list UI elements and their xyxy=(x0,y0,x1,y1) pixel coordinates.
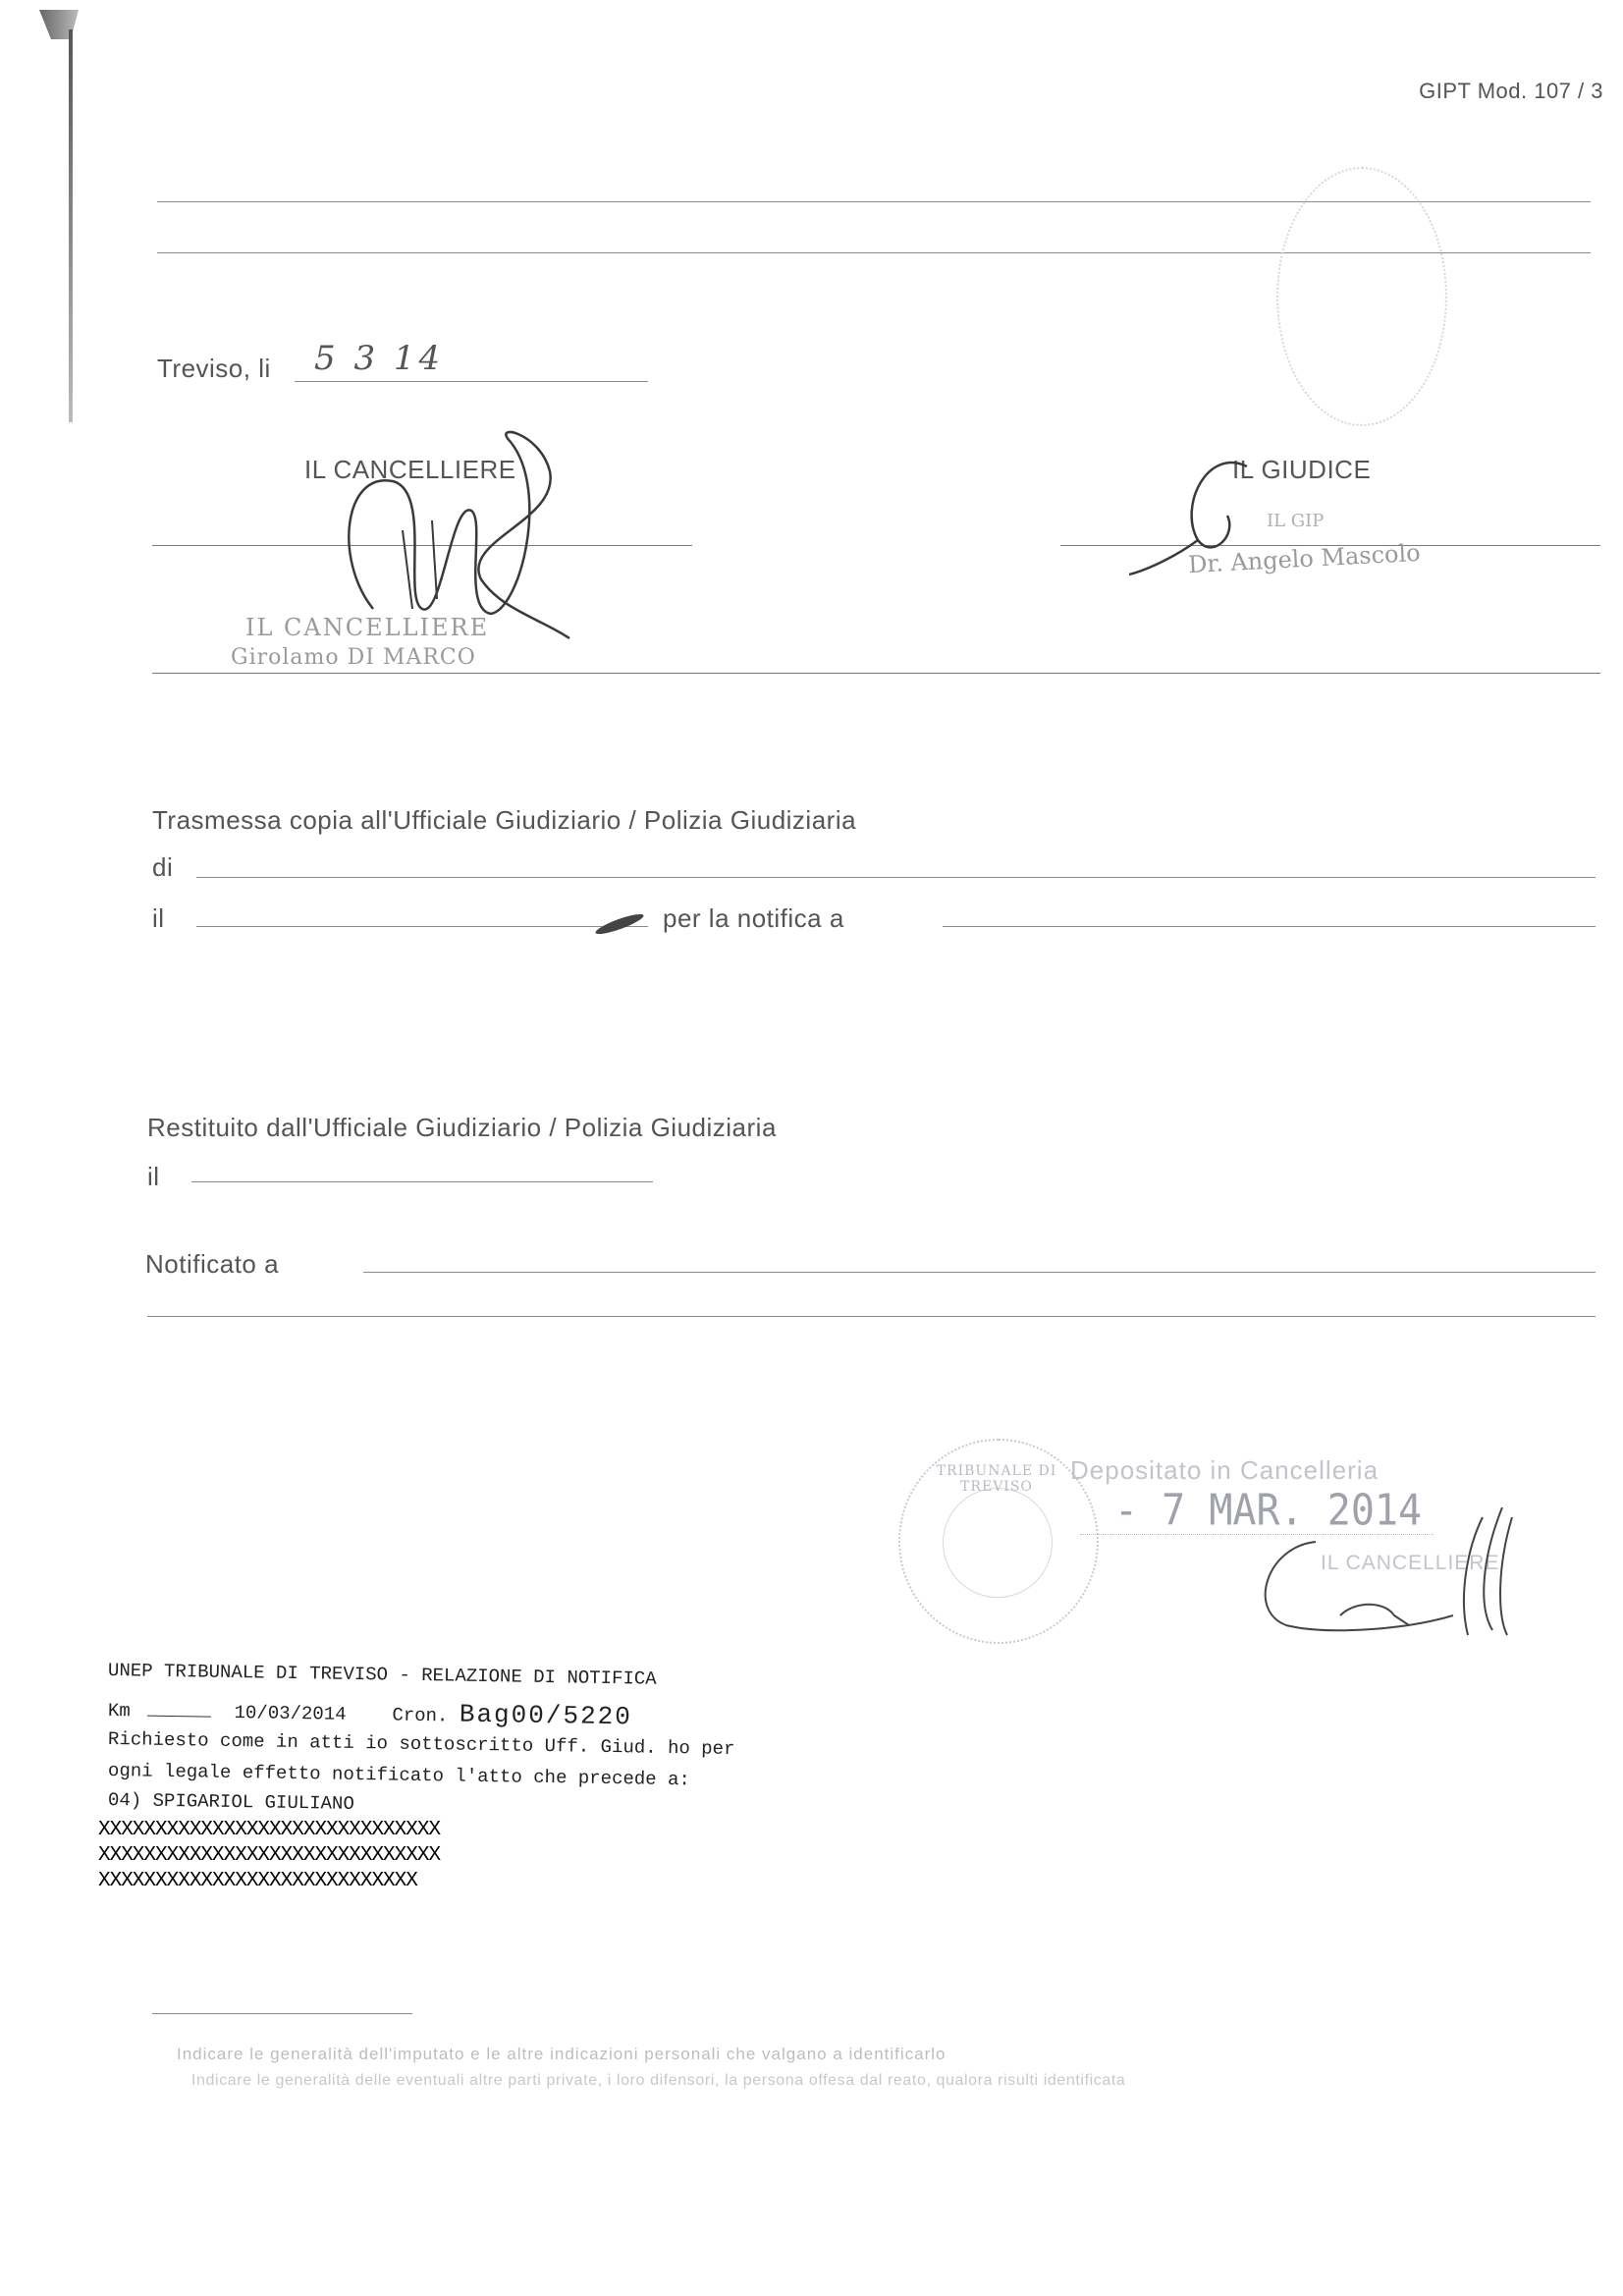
relazione-line-5: 04) SPIGARIOL GIULIANO xyxy=(107,1789,354,1815)
redacted-line-2: XXXXXXXXXXXXXXXXXXXXXXXXXXXXXX xyxy=(98,1844,441,1867)
relazione-km-blank xyxy=(147,1716,211,1718)
deposit-stamp-date: - 7 MAR. 2014 xyxy=(1114,1485,1423,1536)
scan-edge-artifact xyxy=(39,10,79,39)
section-divider xyxy=(152,673,1600,674)
redacted-line-3: XXXXXXXXXXXXXXXXXXXXXXXXXXXX xyxy=(98,1870,417,1892)
cancelliere-stamp-name: Girolamo DI MARCO xyxy=(231,645,476,670)
faint-seal-stamp xyxy=(1276,167,1447,426)
trasmessa-di-label: di xyxy=(152,852,174,882)
trasmessa-heading: Trasmessa copia all'Ufficiale Giudiziario / Polizia Giudiziaria xyxy=(152,805,857,835)
date-line xyxy=(295,381,648,382)
restituito-il-label: il xyxy=(147,1162,160,1191)
relazione-km: Km xyxy=(107,1700,131,1722)
notificato-label: Notificato a xyxy=(145,1249,280,1279)
date-handwritten: 5 3 14 xyxy=(314,339,445,378)
deposit-stamp-role: IL CANCELLIERE xyxy=(1321,1552,1500,1574)
restituito-heading: Restituito dall'Ufficiale Giudiziario / Polizia Giudiziaria xyxy=(147,1113,777,1142)
cancelliere-stamp-title: IL CANCELLIERE xyxy=(245,614,490,641)
trasmessa-il-line xyxy=(196,926,648,927)
trasmessa-notifica-line xyxy=(943,926,1596,927)
relazione-line-2 xyxy=(108,1694,632,1731)
tribunal-seal-inner xyxy=(943,1488,1053,1598)
trasmessa-notifica-label: per la notifica a xyxy=(663,903,844,933)
trasmessa-di-line xyxy=(196,877,1596,878)
relazione-date: 10/03/2014 xyxy=(234,1702,347,1725)
giudice-label: IL GIUDICE xyxy=(1232,455,1372,484)
relazione-cron-label: Cron. xyxy=(392,1704,449,1727)
notificato-line-1 xyxy=(363,1272,1596,1273)
tribunal-seal-text: TRIBUNALE DI TREVISO xyxy=(936,1463,1057,1495)
redacted-line-1: XXXXXXXXXXXXXXXXXXXXXXXXXXXXXX xyxy=(98,1819,441,1841)
footnote-2: Indicare le generalità delle eventuali altre parti private, i loro difensori, la persona offesa dal reato, qualora risulti identificata xyxy=(191,2072,1126,2089)
trasmessa-il-label: il xyxy=(152,903,165,933)
giudice-stamp-name: Dr. Angelo Mascolo xyxy=(1187,538,1422,579)
deposit-stamp-title: Depositato in Cancelleria xyxy=(1070,1455,1380,1485)
giudice-stamp-title: IL GIP xyxy=(1267,511,1325,531)
relazione-line-4: ogni legale effetto notificato l'atto che precede a: xyxy=(107,1760,691,1791)
date-label: Treviso, li xyxy=(157,354,271,383)
relazione-line-3: Richiesto come in atti io sottoscritto Uff. Giud. ho per xyxy=(107,1728,735,1761)
footnote-1: Indicare le generalità dell'imputato e le altre indicazioni personali che valgano a identificarlo xyxy=(177,2045,947,2063)
deposit-signature xyxy=(1247,1507,1561,1645)
form-code: GIPT Mod. 107 / 3 xyxy=(1419,79,1603,103)
scan-edge-line xyxy=(69,29,73,422)
relazione-line-1: UNEP TRIBUNALE DI TREVISO - RELAZIONE DI NOTIFICA xyxy=(107,1660,657,1690)
cancelliere-label: IL CANCELLIERE xyxy=(304,455,516,484)
restituito-il-line xyxy=(191,1181,653,1182)
relazione-cron-value: Bag00/5220 xyxy=(459,1699,633,1732)
footnote-separator xyxy=(152,2013,412,2014)
ink-mark xyxy=(594,910,645,937)
notificato-line-2 xyxy=(147,1316,1596,1317)
